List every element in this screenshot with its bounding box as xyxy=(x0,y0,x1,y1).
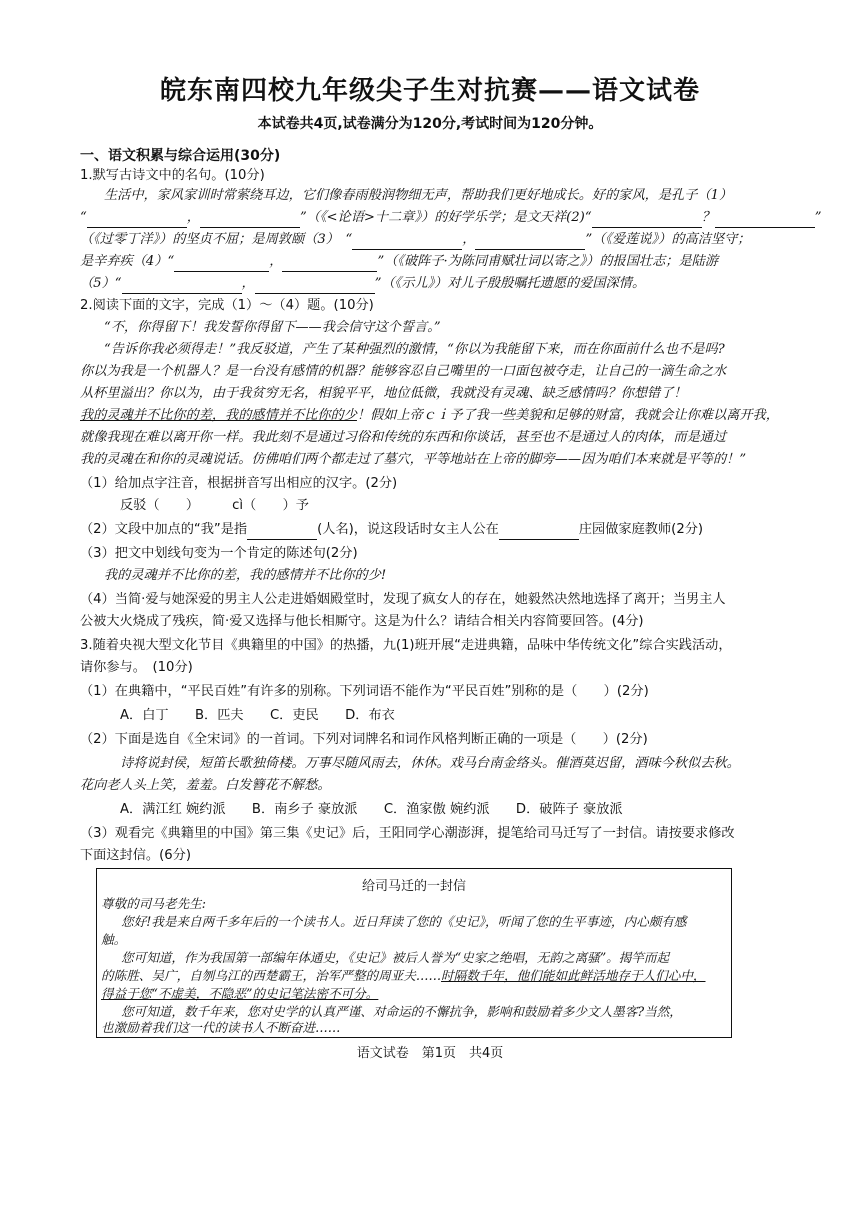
q2-sub4: （4）当简·爱与她深爱的男主人公走进婚姻殿堂时，发现了疯女人的存在，她毅然决然地选择了离开；当男主人 xyxy=(80,592,726,607)
q3-sub1: （1）在典籍中，“平民百姓”有许多的别称。下列词语不能作为“平民百姓”别称的是（ ）(2分) xyxy=(80,684,649,699)
q3-sub3: 下面这封信。(6分) xyxy=(80,848,191,863)
letter-salutation: 尊敬的司马老先生: xyxy=(101,896,206,911)
q2-sub3: （3）把文中划线句变为一个肯定的陈述句(2分) xyxy=(80,546,358,561)
passage-line: 我的灵魂并不比你的差，我的感情并不比你的少！假如上帝ｃｉ予了我一些美貌和足够的财富，我就会让你难以离开我， xyxy=(80,408,779,423)
section-heading: 一、语文积累与综合运用(30分) xyxy=(80,148,281,164)
underlined-sentence: 得益于您“不虚美，不隐恶”的史记笔法密不可分。 xyxy=(101,986,379,1001)
q2-sub1: （1）给加点字注音，根据拼音写出相应的汉字。(2分) xyxy=(80,476,398,491)
q2-sub3-sentence: 我的灵魂并不比你的差，我的感情并不比你的少! xyxy=(104,568,387,583)
page-footer: 语文试卷 第1页 共4页 xyxy=(356,1046,504,1061)
passage-line: 我的灵魂在和你的灵魂说话。仿佛咱们两个都走过了墓穴，平等地站在上帝的脚旁——因为咱们本来就是平等的！” xyxy=(80,452,747,467)
underlined-sentence: 时隔数千年，他们能如此鲜活地存于人们心中， xyxy=(441,968,706,983)
passage-line: 就像我现在难以离开你一样。我此刻不是通过习俗和传统的东西和你谈话，甚至也不是通过人的肉体，而是通过 xyxy=(80,430,727,445)
q1-line: 是辛弃疾（4）“ ， ”（《破阵子·为陈同甫赋壮词以寄之》）的报国壮志；是陆游 xyxy=(80,252,780,272)
exam-subtitle: 本试卷共4页,试卷满分为120分,考试时间为120分钟。 xyxy=(257,116,603,132)
q3-sub2: （2）下面是选自《全宋词》的一首词。下列对词牌名和词作风格判断正确的一项是（ ）(2分) xyxy=(80,732,648,747)
q3-heading: 请你参与。 (10分) xyxy=(80,660,193,675)
underlined-sentence: 我的灵魂并不比你的差，我的感情并不比你的少 xyxy=(80,408,357,423)
letter-paragraph: 您好!我是来自两千多年后的一个读书人。近日拜读了您的《史记》，听闻了您的生平事迹，内心颇有感 xyxy=(121,914,687,929)
q2-heading: 2.阅读下面的文字，完成（1）～（4）题。(10分) xyxy=(80,298,374,313)
q1-line: （《过零丁洋》）的坚贞不屈；是周敦颐（3） “ ， ”（《爱莲说》）的高洁坚守； xyxy=(80,230,780,250)
passage-line: “不，你得留下！我发誓你得留下——我会信守这个誓言。” xyxy=(104,320,441,335)
letter-paragraph: 您可知道，作为我国第一部编年体通史，《史记》被后人誉为“史家之绝唱，无韵之离骚”。揭竿而起 xyxy=(121,950,670,965)
q3-sub1-options: A．白丁 B．匹夫 C．吏民 D．布衣 xyxy=(120,708,395,723)
passage-line: “告诉你我必须得走！”我反驳道，产生了某种强烈的激情，“你以为我能留下来，而在你面前什么也不是吗? xyxy=(104,342,725,357)
q1-line: 生活中，家风家训时常萦绕耳边，它们像春雨般润物细无声，帮助我们更好地成长。好的家风，是孔子（1） xyxy=(104,188,733,203)
q3-sub2-options: A．满江红 婉约派 B．南乡子 豪放派 C．渔家傲 婉约派 D．破阵子 豪放派 xyxy=(120,802,623,817)
letter-paragraph: 的陈胜、吴广，自刎乌江的西楚霸王，治军严整的周亚夫……时隔数千年，他们能如此鲜活地存于人们心中， xyxy=(101,968,706,983)
q2-sub1-answer: 反驳（ ） cì（ ）予 xyxy=(120,498,309,513)
q2-sub4: 公被大火烧成了残疾，简·爱又选择与他长相厮守。这是为什么？请结合相关内容简要回答。(4分) xyxy=(80,614,644,629)
q1-line: “ ， ”（《<论语>十二章》）的好学乐学；是文天祥(2)“ ？ ” xyxy=(80,208,780,228)
passage-line: 你以为我是一个机器人？是一台没有感情的机器？能够容忍自己嘴里的一口面包被夺走，让自己的一滴生命之水 xyxy=(80,364,727,379)
letter-paragraph: 您可知道，数千年来，您对史学的认真严谨、对命运的不懈抗争，影响和鼓励着多少文人墨客?当然， xyxy=(121,1004,682,1019)
letter-paragraph: 触。 xyxy=(101,932,127,947)
q2-sub2: （2）文段中加点的“我”是指 (人名)，说这段话时女主人公在 庄园做家庭教师(2分) xyxy=(80,520,780,540)
letter-title: 给司马迁的一封信 xyxy=(361,879,466,894)
q3-heading: 3.随着央视大型文化节目《典籍里的中国》的热播，九(1)班开展“走进典籍，品味中华传统文化”综合实践活动， xyxy=(80,638,732,653)
passage-line: 从杯里溢出？你以为，由于我贫穷无名，相貌平平，地位低微，我就没有灵魂、缺乏感情吗？你想错了！ xyxy=(80,386,687,401)
q1-heading: 1.默写古诗文中的名句。(10分) xyxy=(80,168,265,183)
exam-title: 皖东南四校九年级尖子生对抗赛——语文试卷 xyxy=(159,76,700,106)
q3-sub3: （3）观看完《典籍里的中国》第三集《史记》后，王阳同学心潮澎湃，提笔给司马迁写了一封信。请按要求修改 xyxy=(80,826,735,841)
poem-line: 花向老人头上笑，羞羞。白发簪花不解愁。 xyxy=(80,778,331,793)
poem-line: 诗将说封侯，短笛长歌独倚楼。万事尽随风雨去，休休。戏马台南金络头。催酒莫迟留，酒味今秋似去秋。 xyxy=(120,756,740,771)
letter-paragraph: 也激励着我们这一代的读书人不断奋进…… xyxy=(101,1020,341,1035)
letter-box xyxy=(96,868,732,1038)
q1-line: （5）“ ， ”（《示儿》）对儿子殷殷嘱托遗愿的爱国深情。 xyxy=(80,274,780,294)
